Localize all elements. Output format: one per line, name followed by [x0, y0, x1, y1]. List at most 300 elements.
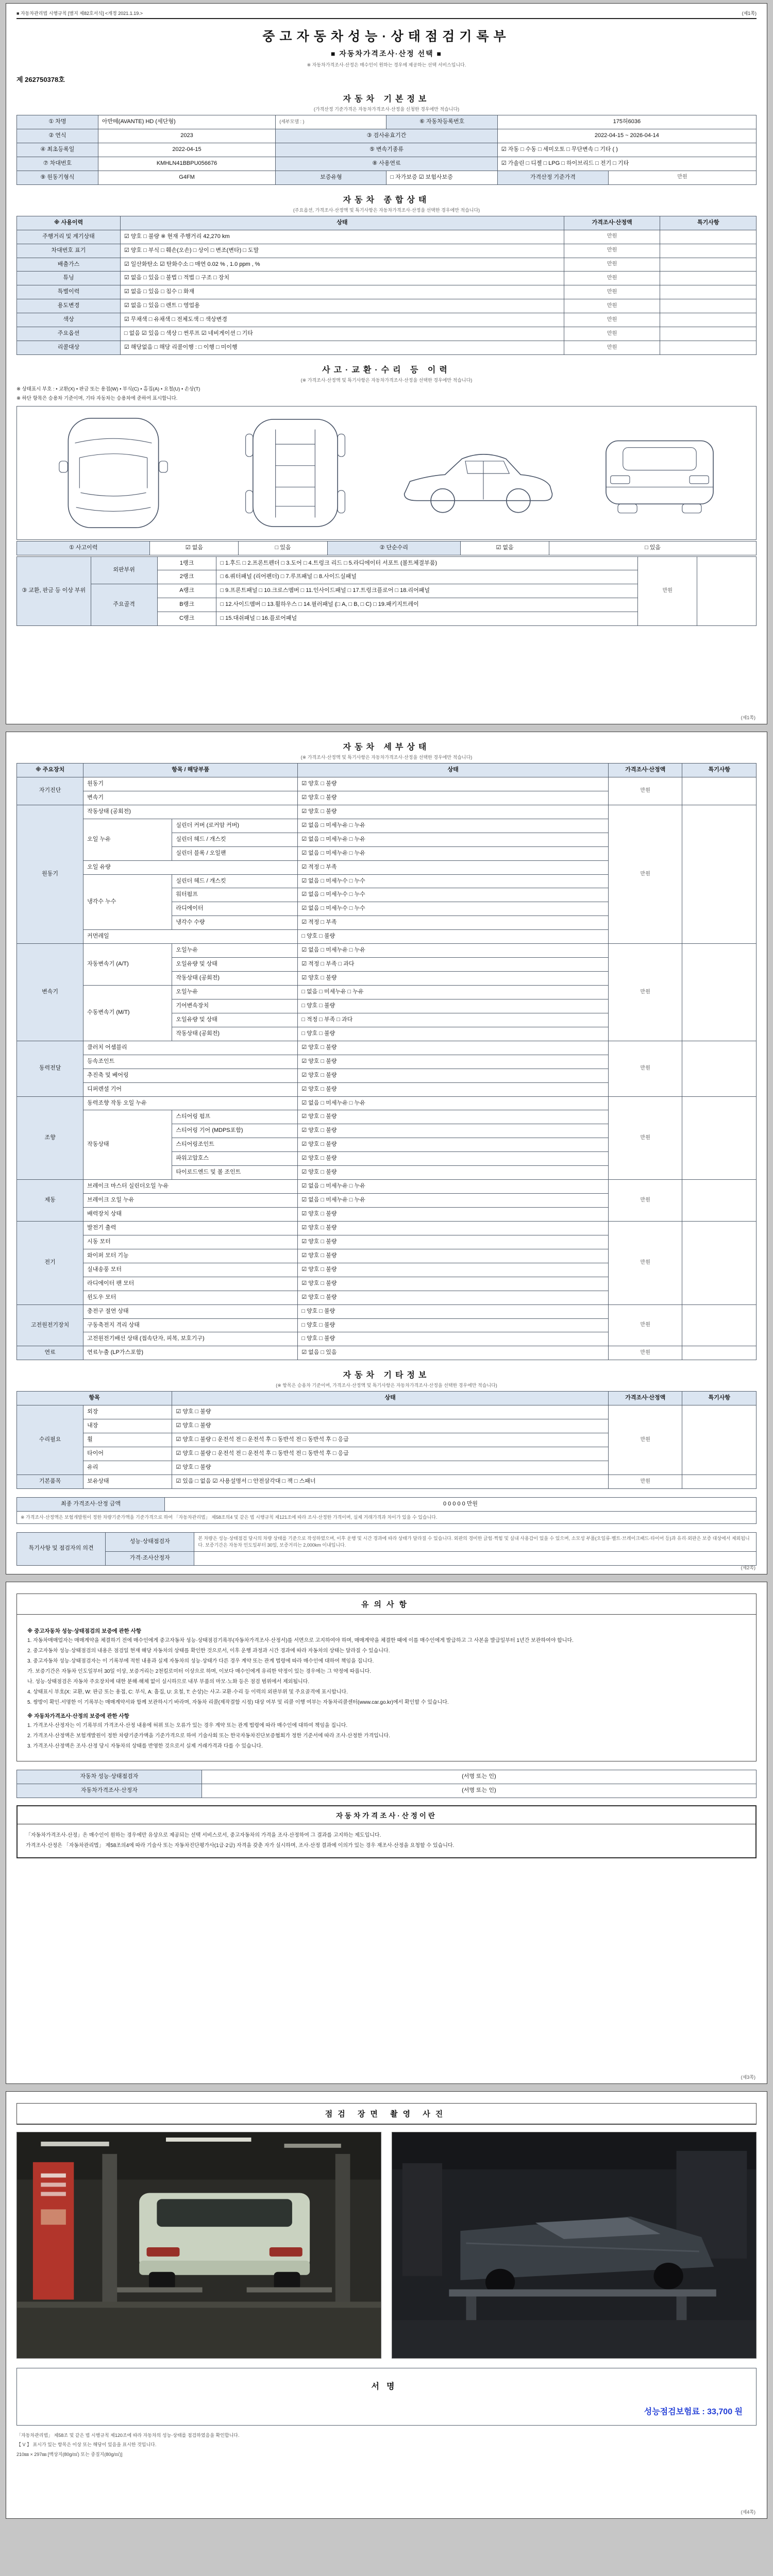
cell: ☑ 양호 □ 불량 [172, 1405, 609, 1419]
cell: 연료누출 (LP가스포함) [83, 1346, 298, 1360]
cell: ☑ 양호 □ 불량 [298, 1152, 609, 1166]
cell: 실내송풍 모터 [83, 1263, 298, 1277]
mileage-state: ☑ 양호 □ 불량 ※ 현재 주행거리 42,270 km [120, 230, 564, 244]
page-1 [6, 3, 767, 724]
cell: ☑ 없음 □ 미세누유 □ 누유 [298, 1194, 609, 1208]
cell: 라디에이터 [172, 902, 298, 916]
cell: ① 차명 [17, 115, 98, 129]
cell: 용도변경 [17, 299, 121, 313]
cell: 만원 [564, 341, 660, 355]
page-4 [6, 2091, 767, 2519]
note-line: 「자동차가격조사·산정」은 매수인이 원하는 경우에만 유상으로 제공되는 선택 서비스로서, 중고자동차의 가격을 조사·산정하여 그 결과를 고지하는 제도입니다. [26, 1832, 381, 1838]
cell [660, 327, 757, 341]
insurance-fee: 성능점검보험료 : 33,700 원 [644, 2407, 743, 2416]
section-note: (※ 가격조사·산정액 및 특기사항은 자동차가격조사·산정을 선택한 경우에만 적습니다) [300, 755, 473, 760]
notice-title: 유의사항 [17, 1594, 756, 1615]
section-title: 자동차 세부상태 [343, 743, 430, 752]
cell: ④ 최초등록일 [17, 143, 98, 157]
cell: 커먼레일 [83, 930, 298, 944]
cell: ☑ 양호 □ 불량 [298, 1291, 609, 1304]
cell: 특기사항 [660, 216, 757, 230]
cell: ⑦ 차대번호 [17, 157, 98, 171]
cell: ☑ 양호 □ 불량 [172, 1461, 609, 1475]
state-code-legend: ※ 상태표시 부호 : • 교환(X) • 판금 또는 용접(W) • 부식(C) • 흠집(A) • 요철(U) • 손상(T) [16, 386, 200, 393]
cell [697, 556, 757, 626]
cell: 자동차 성능·상태점검자 [17, 1770, 202, 1784]
cell: 작동상태 (공회전) [83, 805, 298, 819]
notice-section [16, 1594, 757, 1761]
cell: ☑ 양호 □ 불량 [298, 1082, 609, 1096]
cell [682, 1304, 757, 1346]
cell: 배출가스 [17, 258, 121, 272]
cell: 실린더 헤드 / 개스킷 [172, 874, 298, 888]
vin-value: KMHLN41BBPU056676 [98, 157, 275, 171]
page-number: (제2쪽) [741, 1565, 755, 1570]
cell: 수리필요 [17, 1405, 83, 1475]
cell: 만원 [608, 944, 682, 1041]
cell [682, 805, 757, 943]
cell: 동력전달 [17, 1041, 83, 1096]
cell: ③ 검사유효기간 [276, 129, 498, 143]
cell [194, 1551, 757, 1565]
signature-section [16, 2368, 757, 2426]
cell: ☑ 양호 □ 불량 [298, 1263, 609, 1277]
note-line: 1. 자동차매매업자는 매매계약을 체결하기 전에 매수인에게 중고자동차 성능·상태점검기록부(자동차가격조사·산정서)를 서면으로 고지하여야 하며, 매매계약을 체결한 때에 이를 매수인에게 발급하고 그 사본을 발급일부터 1년간 보관하여야 합니다. [27, 1637, 574, 1643]
registration-number-value: 175허6036 [497, 115, 756, 129]
cell: 만원 [608, 1304, 682, 1346]
note-line: 4. 상태표시 부호(X: 교환, W: 판금 또는 용접, C: 부식, A: 흠집, U: 요철, T: 손상)는 사고·교환·수리 등 이력의 외판부위 및 주요골격에 표시합니다. [27, 1689, 348, 1695]
cell: 라디에이터 팬 모터 [83, 1277, 298, 1291]
cell: ☑ 양호 □ 불량 □ 운전석 전 □ 운전석 후 □ 동반석 전 □ 동반석 후 □ 응급 [172, 1447, 609, 1461]
cell [660, 272, 757, 285]
cell: 상태 [120, 216, 564, 230]
cell: □ 양호 □ 불량 [298, 1027, 609, 1041]
cell: 유리 [83, 1461, 172, 1475]
section-final-price [16, 1497, 757, 1524]
cell: 오일유량 및 상태 [172, 1013, 298, 1027]
page-number: (제3쪽) [741, 2074, 755, 2080]
inspection-photo-1 [16, 2132, 381, 2359]
confirm-table-table [16, 1770, 757, 1798]
cell: 디퍼렌셜 기어 [83, 1082, 298, 1096]
cell: 발전기 출력 [83, 1221, 298, 1235]
cell: ☑ 양호 □ 불량 [298, 1055, 609, 1069]
cell: 동력조향 작동 오일 누유 [83, 1096, 298, 1110]
cell: 만원 [564, 244, 660, 258]
cell: ☑ 적정 □ 부족 □ 과다 [298, 958, 609, 972]
note-line: 2. 중고자동차 성능·상태점검의 내용은 점검일 현재 해당 자동차의 상태를 확인한 것으로서, 이후 운행 과정과 시간 경과에 따라 자동차의 상태는 달라질 수 있습니다. [27, 1648, 390, 1654]
overall-condition-table [16, 216, 757, 355]
cell: 휠 [83, 1433, 172, 1447]
vehicle-name-value: 아반떼(AVANTE) HD (세단형) [98, 115, 275, 129]
cell [682, 1180, 757, 1222]
cell: ☑ 양호 □ 불량 □ 운전석 전 □ 운전석 후 □ 동반석 전 □ 동반석 후 □ 응급 [172, 1433, 609, 1447]
cell: □ 12.사이드멤버 □ 13.휠하우스 □ 14.필러패널 (□ A, □ B, □ C) □ 19.패키지트레이 [216, 598, 638, 612]
cell: ☑ 양호 □ 불량 [298, 1124, 609, 1138]
cell: 스티어링 펌프 [172, 1110, 298, 1124]
cell: 파워고압호스 [172, 1152, 298, 1166]
inspection-photo-2 [392, 2132, 757, 2359]
cell: B랭크 [157, 598, 216, 612]
cell: C랭크 [157, 612, 216, 626]
cell: 1랭크 [157, 556, 216, 570]
cell: ☑ 양호 □ 불량 [298, 1138, 609, 1152]
cell: 만원 [608, 171, 756, 184]
cell: ☑ 없음 □ 미세누수 □ 누수 [298, 874, 609, 888]
page-3 [6, 1582, 767, 2084]
cell: 오일 누유 [83, 819, 172, 860]
cell: 주요옵션 [17, 327, 121, 341]
cell [682, 1475, 757, 1488]
car-diagram-box [16, 406, 757, 540]
cell: 스티어링조인트 [172, 1138, 298, 1152]
car-diagram-side-view [393, 414, 563, 532]
cell: ☑ 없음 □ 미세누수 □ 누수 [298, 888, 609, 902]
cell: 만원 [608, 1405, 682, 1475]
cell: 내장 [83, 1419, 172, 1433]
cell: 특기사항 [682, 764, 757, 777]
page-2 [6, 732, 767, 1574]
etc-info-table [16, 1391, 757, 1489]
basic-info-table [16, 115, 757, 185]
cell: ☑ 양호 □ 불량 [298, 1069, 609, 1082]
final-price-value: 0 0 0 0 0 만원 [165, 1497, 757, 1511]
cell: 실린더 블록 / 오일팬 [172, 846, 298, 860]
price-definition-title: 자동차가격조사·산정이란 [18, 1806, 755, 1824]
price-definition-box [16, 1805, 757, 1858]
cell: ※ 사용이력 [17, 216, 121, 230]
cell: □ 양호 □ 불량 [298, 1332, 609, 1346]
cell: (세부모델 : ) [276, 115, 386, 129]
cell: □ 9.프론트패널 □ 10.크로스멤버 □ 11.인사이드패널 □ 17.트렁크플로어 □ 18.리어패널 [216, 584, 638, 598]
section-title: 자동차 종합상태 [343, 195, 430, 205]
cell: 만원 [608, 1180, 682, 1222]
cell: ☑ 양호 □ 불량 [172, 1419, 609, 1433]
final-price [16, 1497, 757, 1524]
cell: (서명 또는 인) [201, 1770, 756, 1784]
cell [660, 341, 757, 355]
cell: □ 없음 ☑ 있음 □ 색상 □ 썬루프 ☑ 네비게이션 □ 기타 [120, 327, 564, 341]
cell: 만원 [564, 258, 660, 272]
cell: ② 연식 [17, 129, 98, 143]
emission-state: ☑ 일산화탄소 ☑ 탄화수소 □ 매연 0.02 % , 1.0 ppm , % [120, 258, 564, 272]
cell: 항목 / 해당부품 [83, 764, 298, 777]
cell: 변속기 [83, 791, 298, 805]
cell: ☑ 없음 □ 미세누유 □ 누유 [298, 1096, 609, 1110]
cell: 항목 [17, 1392, 172, 1405]
cell: ※ 주요장치 [17, 764, 83, 777]
cell: 가격·조사산정자 [106, 1551, 194, 1565]
cell: 배력장치 상태 [83, 1208, 298, 1222]
cell: 등속조인트 [83, 1055, 298, 1069]
cell [660, 258, 757, 272]
cell: 자기진단 [17, 777, 83, 805]
cell: 리콜대상 [17, 341, 121, 355]
cell: 오일 유량 [83, 860, 298, 874]
cell: 만원 [608, 1221, 682, 1304]
cell: 타이로드엔드 및 볼 조인트 [172, 1166, 298, 1180]
section-accident-history [16, 363, 757, 626]
notice-group-title: ※ 중고자동차 성능·상태점검의 보증에 관한 사항 [27, 1628, 142, 1634]
inspector-opinion-block [16, 1532, 757, 1566]
cell: 2랭크 [157, 570, 216, 584]
cell: 가격조사·산정액 [608, 764, 682, 777]
note-line: 3. 가격조사·산정액은 조사·산정 당시 자동차의 상태를 반영한 것으로서 실제 거래가격과 다를 수 있습니다. [27, 1743, 263, 1749]
cell: 특별이력 [17, 285, 121, 299]
cell: ☑ 양호 □ 부식 □ 훼손(오손) □ 상이 □ 변조(변타) □ 도말 [120, 244, 564, 258]
engine-type-value: G4FM [98, 171, 275, 184]
inspector-opinion-block-table [16, 1532, 757, 1566]
cell [682, 777, 757, 805]
document-title: 중고자동차성능·상태점검기록부 [262, 29, 511, 44]
car-diagram-top-view [28, 414, 198, 532]
cell: ☑ 없음 [460, 541, 549, 555]
cell: (서명 또는 인) [201, 1784, 756, 1798]
cell: 연료 [17, 1346, 83, 1360]
cell: 성능·상태점검자 [106, 1532, 194, 1551]
page-number: (제1쪽) [741, 715, 755, 720]
cell: 차대번호 표기 [17, 244, 121, 258]
cell: ☑ 없음 □ 미세누유 □ 누유 [298, 846, 609, 860]
panel-replacement [16, 556, 757, 626]
section-etc-info [16, 1368, 757, 1489]
cell: 만원 [608, 1346, 682, 1360]
form-reference: ■ 자동차관리법 시행규칙 [별지 제82호서식] <개정 2021.1.19.> [16, 11, 143, 16]
cell: ☑ 있음 □ 없음 ☑ 사용설명서 □ 안전삼각대 □ 잭 □ 스패너 [172, 1475, 609, 1488]
cell [660, 230, 757, 244]
cell: 만원 [608, 1096, 682, 1180]
cell: ☑ 해당없음 □ 해당 리콜이행 : □ 이행 □ 미이행 [120, 341, 564, 355]
page-number: (제4쪽) [741, 2509, 755, 2515]
document-number: 제 262750378호 [16, 76, 65, 83]
cell: 오일유량 및 상태 [172, 958, 298, 972]
cell [682, 1405, 757, 1475]
car-diagram-underbody-view [210, 414, 380, 532]
cell: 오일누유 [172, 944, 298, 958]
cell: ☑ 무채색 □ 유채색 □ 전체도색 □ 색상변경 [120, 313, 564, 327]
accident-summary-table [16, 541, 757, 555]
section-title: 자동차 기타정보 [343, 1371, 430, 1380]
price-select-subtitle: ■ 자동차가격조사·산정 선택 ■ [330, 49, 442, 58]
accident-summary [16, 541, 757, 555]
note-line: 「자동차관리법」 제58조 및 같은 법 시행규칙 제120조에 따라 자동차의 성능·상태를 점검하였음을 확인합니다. [16, 2432, 240, 2438]
cell: 작동상태 (공회전) [172, 972, 298, 986]
cell: 변속기 [17, 944, 83, 1041]
cell: 최종 가격조사·산정 금액 [17, 1497, 165, 1511]
cell: 가격조사·산정액 [608, 1392, 682, 1405]
cell: 스티어링 기어 (MDPS포함) [172, 1124, 298, 1138]
cell: ① 사고이력 [17, 541, 150, 555]
model-year-value: 2023 [98, 129, 275, 143]
cell: ⑧ 사용연료 [276, 157, 498, 171]
cell: ☑ 양호 □ 불량 [298, 1249, 609, 1263]
cell: 브레이크 오일 누유 [83, 1194, 298, 1208]
cell [682, 1041, 757, 1096]
cell: ☑ 없음 □ 있음 □ 렌트 □ 영업용 [120, 299, 564, 313]
cell: ⑥ 자동차등록번호 [386, 115, 497, 129]
cell: 추진축 및 베어링 [83, 1069, 298, 1082]
cell: 만원 [608, 1041, 682, 1096]
cell: □ 양호 □ 불량 [298, 999, 609, 1013]
cell: ☑ 없음 □ 미세누유 □ 누유 [298, 819, 609, 833]
cell: 수동변속기 (M/T) [83, 986, 172, 1041]
title-note: ※ 자동차가격조사·산정은 매수인이 원하는 경우에 제공하는 선택 서비스입니다. [307, 62, 466, 67]
cell: ③ 교환, 판금 등 이상 부위 [17, 556, 91, 626]
cell: 원동기 [83, 777, 298, 791]
cell: ☑ 없음 □ 있음 □ 침수 □ 화재 [120, 285, 564, 299]
cell: □ 없음 □ 미세누유 □ 누유 [298, 986, 609, 999]
note-line: 5. 쌍방이 확인·서명한 이 기록부는 매매계약서와 함께 보관하시기 바라며, 자동차 리콜(제작결함 시정) 대상 여부 및 리콜 이행 여부는 자동차리콜센터(www.car.go.kr)에서 확인할 수 있습니다. [27, 1699, 449, 1705]
cell: ☑ 없음 □ 미세누수 □ 누수 [298, 902, 609, 916]
note-line: 1. 가격조사·산정자는 이 기록부의 가격조사·산정 내용에 허위 또는 오류가 있는 경우 계약 또는 관계 법령에 따라 매수인에 대하여 책임을 집니다. [27, 1722, 348, 1728]
section-inspector-opinion [16, 1532, 757, 1566]
state-code-legend-2: ※ 하단 항목은 승용차 기준이며, 기타 자동차는 승용차에 준하여 표시합니다. [16, 396, 178, 402]
price-definition-body [18, 1824, 755, 1857]
cell: 브레이크 마스터 실린더오일 누유 [83, 1180, 298, 1194]
section-overall-condition [16, 193, 757, 355]
cell [660, 285, 757, 299]
cell: ☑ 없음 □ 미세누유 □ 누유 [298, 1180, 609, 1194]
cell: 주행거리 및 계기상태 [17, 230, 121, 244]
final-price-table [16, 1497, 757, 1524]
overall-condition [16, 216, 757, 355]
cell: 만원 [608, 777, 682, 805]
etc-info [16, 1391, 757, 1489]
cell: 만원 [564, 327, 660, 341]
detail-condition-table [16, 763, 757, 1360]
cell: 구동축전지 격리 상태 [83, 1318, 298, 1332]
cell: ☑ 양호 □ 불량 [298, 777, 609, 791]
cell: 만원 [608, 1475, 682, 1488]
note-line: 【 V 】 표시가 있는 항목은 이상 또는 해당이 있음을 표시한 것입니다. [16, 2442, 157, 2448]
cell: 냉각수 수량 [172, 916, 298, 930]
cell: ☑ 양호 □ 불량 [298, 1041, 609, 1055]
page-marker: (제1쪽) [742, 11, 757, 16]
cell [682, 1346, 757, 1360]
cell: 상태 [172, 1392, 609, 1405]
cell: □ 자가보증 ☑ 보험사보증 [386, 171, 497, 184]
photo-section-title: 점검 장면 촬영 사진 [17, 2104, 756, 2124]
cell: 주요골격 [91, 584, 157, 626]
notice-body [17, 1615, 756, 1761]
note-line: 210㎜ × 297㎜ [백상지(80g/㎡) 또는 중질지(80g/㎡)] [16, 2451, 123, 2457]
cell: ☑ 양호 □ 불량 [298, 791, 609, 805]
cell: 워터펌프 [172, 888, 298, 902]
section-title: 사고·교환·수리 등 이력 [322, 366, 451, 375]
cell: □ 있음 [239, 541, 327, 555]
note-line: 가격조사·산정은 「자동차관리법」 제58조의4에 따라 기술사 또는 자동차진단평가사(1급·2급) 자격을 갖춘 자가 실시하며, 조사·산정 결과에 이의가 있는 경우 재조사·산정을 요청할 수 있습니다. [26, 1842, 455, 1849]
cell: 외장 [83, 1405, 172, 1419]
cell: 실린더 커버 (로커암 커버) [172, 819, 298, 833]
signature-label: 서명 [371, 2382, 402, 2391]
cell: 만원 [564, 285, 660, 299]
cell [682, 944, 757, 1041]
first-registration-value: 2022-04-15 [98, 143, 275, 157]
cell: ☑ 없음 □ 미세누유 □ 누유 [298, 833, 609, 846]
cell: □ 양호 □ 불량 [298, 930, 609, 944]
photo-1-graphic [17, 2132, 381, 2358]
cell: 전기 [17, 1221, 83, 1304]
note-line: 나. 성능·상태점검은 자동차 주요장치에 대한 분해·해체 없이 실시하므로 내부 부품의 마모·노화 등은 점검 범위에서 제외됩니다. [27, 1679, 310, 1685]
form-meta-row [16, 10, 757, 19]
cell: ☑ 양호 □ 불량 [298, 1235, 609, 1249]
cell: 기본품목 [17, 1475, 83, 1488]
confirm-table [16, 1770, 757, 1798]
cell: 만원 [564, 299, 660, 313]
note-line: 가. 보증기간은 자동차 인도일부터 30일 이상, 보증거리는 2천킬로미터 이상으로 하며, 이보다 매수인에게 유리한 약정이 있는 경우에는 그 약정에 따릅니다. [27, 1668, 372, 1674]
cell: 타이어 [83, 1447, 172, 1461]
section-title: 자동차 기본정보 [343, 95, 430, 104]
cell [660, 313, 757, 327]
inspection-photos [16, 2132, 757, 2359]
cell: ☑ 양호 □ 불량 [298, 1166, 609, 1180]
cell: 오일누유 [172, 986, 298, 999]
cell: ② 단순수리 [327, 541, 460, 555]
cell: ☑ 양호 □ 불량 [298, 1110, 609, 1124]
panel-replacement-table [16, 556, 757, 626]
cell: 작동상태 (공회전) [172, 1027, 298, 1041]
cell: ⑤ 변속기종류 [276, 143, 498, 157]
cell: 만원 [608, 805, 682, 943]
cell: 외판부위 [91, 556, 157, 584]
section-note: (주요옵션, 가격조사·산정액 및 특기사항은 자동차가격조사·산정을 선택한 경우에만 적습니다) [293, 207, 480, 213]
note-line: 3. 중고자동차 성능·상태점검자는 이 기록부에 적힌 내용과 실제 자동차의 성능·상태가 다른 경우 계약 또는 관계 법령에 따라 매수인에 대하여 책임을 집니다. [27, 1658, 374, 1664]
cell: ☑ 양호 □ 불량 [298, 1277, 609, 1291]
cell: □ 적정 □ 부족 □ 과다 [298, 1013, 609, 1027]
cell: 와이퍼 모터 기능 [83, 1249, 298, 1263]
cell: 만원 [564, 272, 660, 285]
cell: 보증유형 [276, 171, 386, 184]
cell: ⑨ 원동기형식 [17, 171, 98, 184]
basic-info [16, 115, 757, 185]
cell: ☑ 없음 □ 있음 □ 불법 □ 적법 □ 구조 □ 장치 [120, 272, 564, 285]
cell: 가격조사·산정액 [564, 216, 660, 230]
cell: □ 1.후드 □ 2.프론트펜더 □ 3.도어 □ 4.트렁크 리드 □ 5.라디에이터 서포트 (볼트체결부품) [216, 556, 638, 570]
cell: 조향 [17, 1096, 83, 1180]
cell: 특기사항 및 점검자의 의견 [17, 1532, 106, 1565]
cell: ☑ 자동 □ 수동 □ 세미오토 □ 무단변속 □ 기타 ( ) [497, 143, 756, 157]
cell: 만원 [564, 230, 660, 244]
cell: 원동기 [17, 805, 83, 943]
cell: 만원 [638, 556, 697, 626]
cell: ☑ 없음 □ 미세누유 □ 누유 [298, 944, 609, 958]
cell: 만원 [564, 313, 660, 327]
section-detail-condition [16, 740, 757, 1360]
inspection-period-value: 2022-04-15 ~ 2026-04-14 [497, 129, 756, 143]
cell: 자동변속기 (A/T) [83, 944, 172, 986]
cell: ☑ 양호 □ 불량 [298, 972, 609, 986]
cell: 충전구 절연 상태 [83, 1304, 298, 1318]
cell: 기어변속장치 [172, 999, 298, 1013]
cell: 보유상태 [83, 1475, 172, 1488]
section-note: (가격산정 기준가격은 자동차가격조사·산정을 신청한 경우에만 적습니다) [313, 107, 460, 112]
cell: □ 15.대쉬패널 □ 16.플로어패널 [216, 612, 638, 626]
cell: A랭크 [157, 584, 216, 598]
section-note: (※ 가격조사·산정액 및 특기사항은 자동차가격조사·산정을 선택한 경우에만 적습니다) [300, 378, 473, 383]
cell [682, 1221, 757, 1304]
cell: 제동 [17, 1180, 83, 1222]
car-diagram-rear-view [575, 414, 745, 532]
cell: 색상 [17, 313, 121, 327]
cell [660, 244, 757, 258]
cell: 작동상태 [83, 1110, 172, 1180]
cell: 냉각수 누수 [83, 874, 172, 930]
cell: □ 양호 □ 불량 [298, 1318, 609, 1332]
cell: 고전원전기장치 [17, 1304, 83, 1346]
cell: ☑ 없음 □ 있음 [298, 1346, 609, 1360]
cell: ☑ 없음 [150, 541, 239, 555]
cell: ※ 가격조사·산정액은 보험개발원이 정한 차량기준가액을 기준가격으로 하여 「자동차관리법」 제58조의4 및 같은 법 시행규칙 제121조에 따라 조사·산정한 가격이며, 실제 거래가격과 차이가 있을 수 있습니다. [17, 1511, 757, 1523]
